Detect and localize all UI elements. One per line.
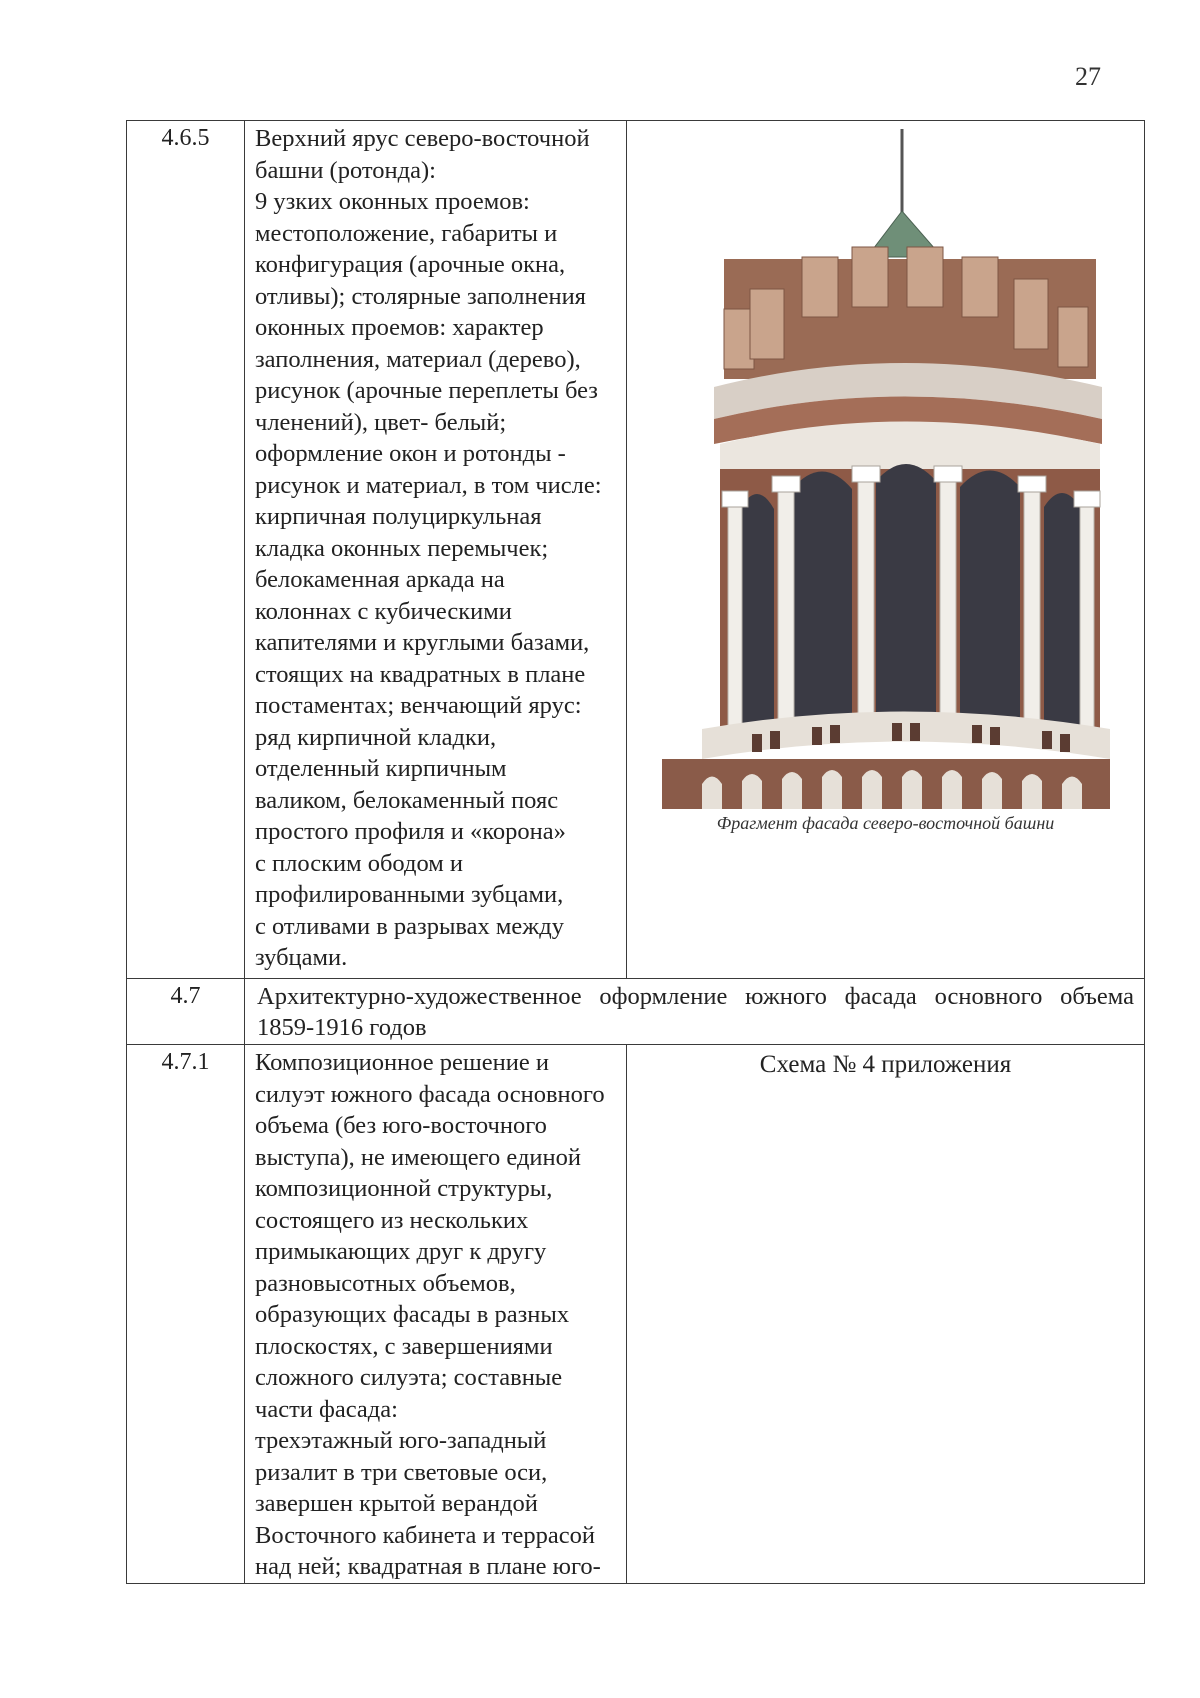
tower-illustration bbox=[662, 129, 1110, 809]
photo-cell bbox=[627, 121, 1145, 979]
tower-photo bbox=[662, 129, 1110, 834]
heritage-table bbox=[126, 120, 1145, 1584]
row-description: Верхний ярус северо-восточной башни (ротонда): 9 узких оконных проемов: местоположение, габариты и конфигурация (арочные окна, отливы); столярные заполнения оконных проемов: характер заполнения, материал (дерево), рисунок (арочные переплеты без членений), цвет- белый; оформление окон и ротонды - рисунок и материал, в том числе: кирпичная полуциркульная кладка оконных перемычек; белокаменная аркада на колоннах с кубическими капителями и круглыми базами, стоящих на квадратных в плане постаментах; венчающий ярус: ряд кирпичной кладки, отделенный кирпичным валиком, белокаменный пояс простого профиля и «корона» с плоским ободом и профилированными зубцами, с отливами в разрывах между зубцами. bbox=[245, 121, 627, 979]
row-number: 4.6.5 bbox=[127, 121, 245, 979]
row-section-title: Архитектурно-художественное оформление южного фасада основного объема 1859-1916 годов bbox=[245, 979, 1145, 1045]
row-number: 4.7 bbox=[127, 979, 245, 1045]
photo-caption: Фрагмент фасада северо-восточной башни bbox=[716, 813, 1055, 833]
scheme-reference: Схема № 4 приложения bbox=[759, 1051, 1012, 1078]
table-row bbox=[127, 1045, 1145, 1584]
row-description: Композиционное решение и силуэт южного фасада основного объема (без юго-восточного выступа), не имеющего единой композиционной структуры, состоящего из нескольких примыкающих друг к другу разновысотных объемов, образующих фасады в разных плоскостях, с завершениями сложного силуэта; составные части фасада: трехэтажный юго-западный ризалит в три световые оси, завершен крытой верандой Восточного кабинета и террасой над ней; квадратная в плане юго- bbox=[245, 1045, 627, 1584]
table-row bbox=[127, 979, 1145, 1045]
page-number: 27 bbox=[1075, 62, 1101, 91]
scheme-cell bbox=[627, 1045, 1145, 1584]
table-row bbox=[127, 121, 1145, 979]
row-number: 4.7.1 bbox=[127, 1045, 245, 1584]
